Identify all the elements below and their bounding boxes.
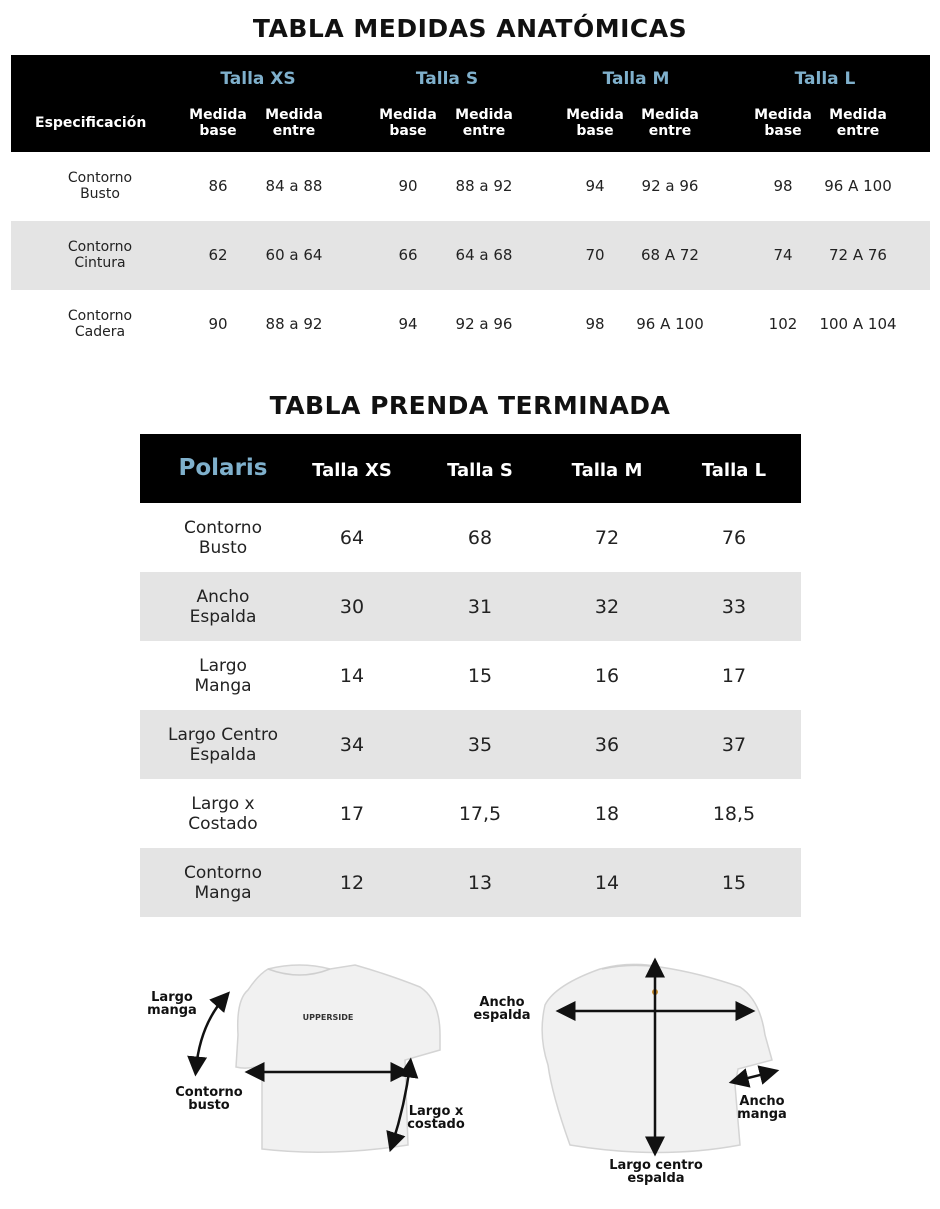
cell-xs: 64 xyxy=(339,527,365,549)
sub-header-base: Medida base xyxy=(189,107,247,139)
row-label: Contorno Busto xyxy=(184,518,262,558)
anatomical-row-cintura xyxy=(11,221,930,290)
cell-xs-range: 60 a 64 xyxy=(265,246,323,264)
row-label: Largo Manga xyxy=(194,656,252,696)
finished-row-contorno-busto xyxy=(140,503,801,572)
cell-m-base: 70 xyxy=(585,246,605,264)
cell-xs-base: 62 xyxy=(208,246,228,264)
size-header-l: Talla L xyxy=(701,460,767,481)
cell-s-base: 94 xyxy=(398,315,418,333)
cell-xs-base: 86 xyxy=(208,177,228,195)
cell-s-range: 92 a 96 xyxy=(455,315,513,333)
cell-m: 72 xyxy=(594,527,620,549)
cell-s: 13 xyxy=(467,872,493,894)
cell-s: 15 xyxy=(467,665,493,687)
cell-m-range: 68 A 72 xyxy=(641,246,699,264)
cell-xs-range: 88 a 92 xyxy=(265,315,323,333)
cell-l: 76 xyxy=(721,527,747,549)
finished-garment-table xyxy=(140,434,801,917)
cell-m: 32 xyxy=(594,596,620,618)
cell-xs: 17 xyxy=(339,803,365,825)
size-header-m: Talla M xyxy=(571,460,643,481)
cell-m: 18 xyxy=(594,803,620,825)
sub-header-range: Medida entre xyxy=(265,107,323,139)
finished-row-largo-costado xyxy=(140,779,801,848)
row-label: Contorno Cintura xyxy=(67,239,133,271)
cell-m-base: 94 xyxy=(585,177,605,195)
anatomical-table-header xyxy=(11,55,930,152)
cell-m: 16 xyxy=(594,665,620,687)
label-contorno-busto: Contorno busto xyxy=(175,1085,243,1113)
cell-l: 33 xyxy=(721,596,747,618)
label-largo-manga: Largo manga xyxy=(147,990,197,1018)
anatomical-table xyxy=(11,55,930,359)
label-ancho-espalda: Ancho espalda xyxy=(473,995,531,1023)
finished-table-title: TABLA PRENDA TERMINADA xyxy=(269,391,671,420)
row-label: Contorno Manga xyxy=(184,863,262,903)
sleeve-width-arrow xyxy=(736,1072,772,1081)
anatomical-row-busto xyxy=(11,152,930,221)
cell-xs-range: 84 a 88 xyxy=(265,177,323,195)
cell-l: 15 xyxy=(721,872,747,894)
size-header-m: Talla M xyxy=(602,69,670,89)
row-label: Largo x Costado xyxy=(188,794,258,834)
cell-l-base: 74 xyxy=(773,246,793,264)
cell-m: 36 xyxy=(594,734,620,756)
sub-header-range: Medida entre xyxy=(455,107,513,139)
row-label: Contorno Cadera xyxy=(67,308,133,340)
cell-m: 14 xyxy=(594,872,620,894)
cell-xs: 34 xyxy=(339,734,365,756)
cell-s-range: 64 a 68 xyxy=(455,246,513,264)
label-largo-centro-espalda: Largo centro espalda xyxy=(609,1158,703,1186)
finished-row-ancho-espalda xyxy=(140,572,801,641)
finished-table-header xyxy=(140,434,801,503)
cell-xs: 14 xyxy=(339,665,365,687)
size-header-s: Talla S xyxy=(415,69,479,89)
cell-xs-base: 90 xyxy=(208,315,228,333)
size-header-xs: Talla XS xyxy=(312,460,392,481)
label-largo-costado: Largo x costado xyxy=(407,1104,465,1132)
size-header-s: Talla S xyxy=(447,460,513,481)
finished-row-largo-manga xyxy=(140,641,801,710)
cell-s-base: 90 xyxy=(398,177,418,195)
finished-row-contorno-manga xyxy=(140,848,801,917)
cell-l-base: 98 xyxy=(773,177,793,195)
row-label: Contorno Busto xyxy=(67,170,133,202)
cell-l-range: 96 A 100 xyxy=(824,177,892,195)
cell-l-base: 102 xyxy=(768,315,798,333)
garment-diagrams xyxy=(0,945,940,1209)
sub-header-base: Medida base xyxy=(566,107,624,139)
cell-m-base: 98 xyxy=(585,315,605,333)
row-label: Largo Centro Espalda xyxy=(168,725,278,765)
size-header-xs: Talla XS xyxy=(220,69,296,89)
finished-row-largo-centro-espalda xyxy=(140,710,801,779)
spec-header: Especificación xyxy=(35,115,147,131)
cell-l-range: 100 A 104 xyxy=(819,315,897,333)
label-ancho-manga: Ancho manga xyxy=(737,1094,787,1122)
sub-header-base: Medida base xyxy=(379,107,437,139)
cell-l-range: 72 A 76 xyxy=(829,246,887,264)
cell-s-range: 88 a 92 xyxy=(455,177,513,195)
anatomical-table-title: TABLA MEDIDAS ANATÓMICAS xyxy=(252,14,688,43)
cell-l: 18,5 xyxy=(712,803,756,825)
cell-m-range: 92 a 96 xyxy=(641,177,699,195)
anatomical-row-cadera xyxy=(11,290,930,359)
row-label: Ancho Espalda xyxy=(189,587,257,627)
cell-m-range: 96 A 100 xyxy=(636,315,704,333)
sub-header-base: Medida base xyxy=(754,107,812,139)
cell-s: 68 xyxy=(467,527,493,549)
brand-logo-text: UPPERSIDE xyxy=(302,1013,354,1022)
sub-header-range: Medida entre xyxy=(829,107,887,139)
back-shirt-illustration xyxy=(542,964,772,1152)
cell-xs: 12 xyxy=(339,872,365,894)
cell-s: 17,5 xyxy=(458,803,502,825)
cell-s: 35 xyxy=(467,734,493,756)
cell-l: 17 xyxy=(721,665,747,687)
cell-s: 31 xyxy=(467,596,493,618)
size-header-l: Talla L xyxy=(794,69,856,89)
cell-l: 37 xyxy=(721,734,747,756)
brand-name: Polaris xyxy=(178,455,268,481)
sub-header-range: Medida entre xyxy=(641,107,699,139)
cell-s-base: 66 xyxy=(398,246,418,264)
cell-xs: 30 xyxy=(339,596,365,618)
